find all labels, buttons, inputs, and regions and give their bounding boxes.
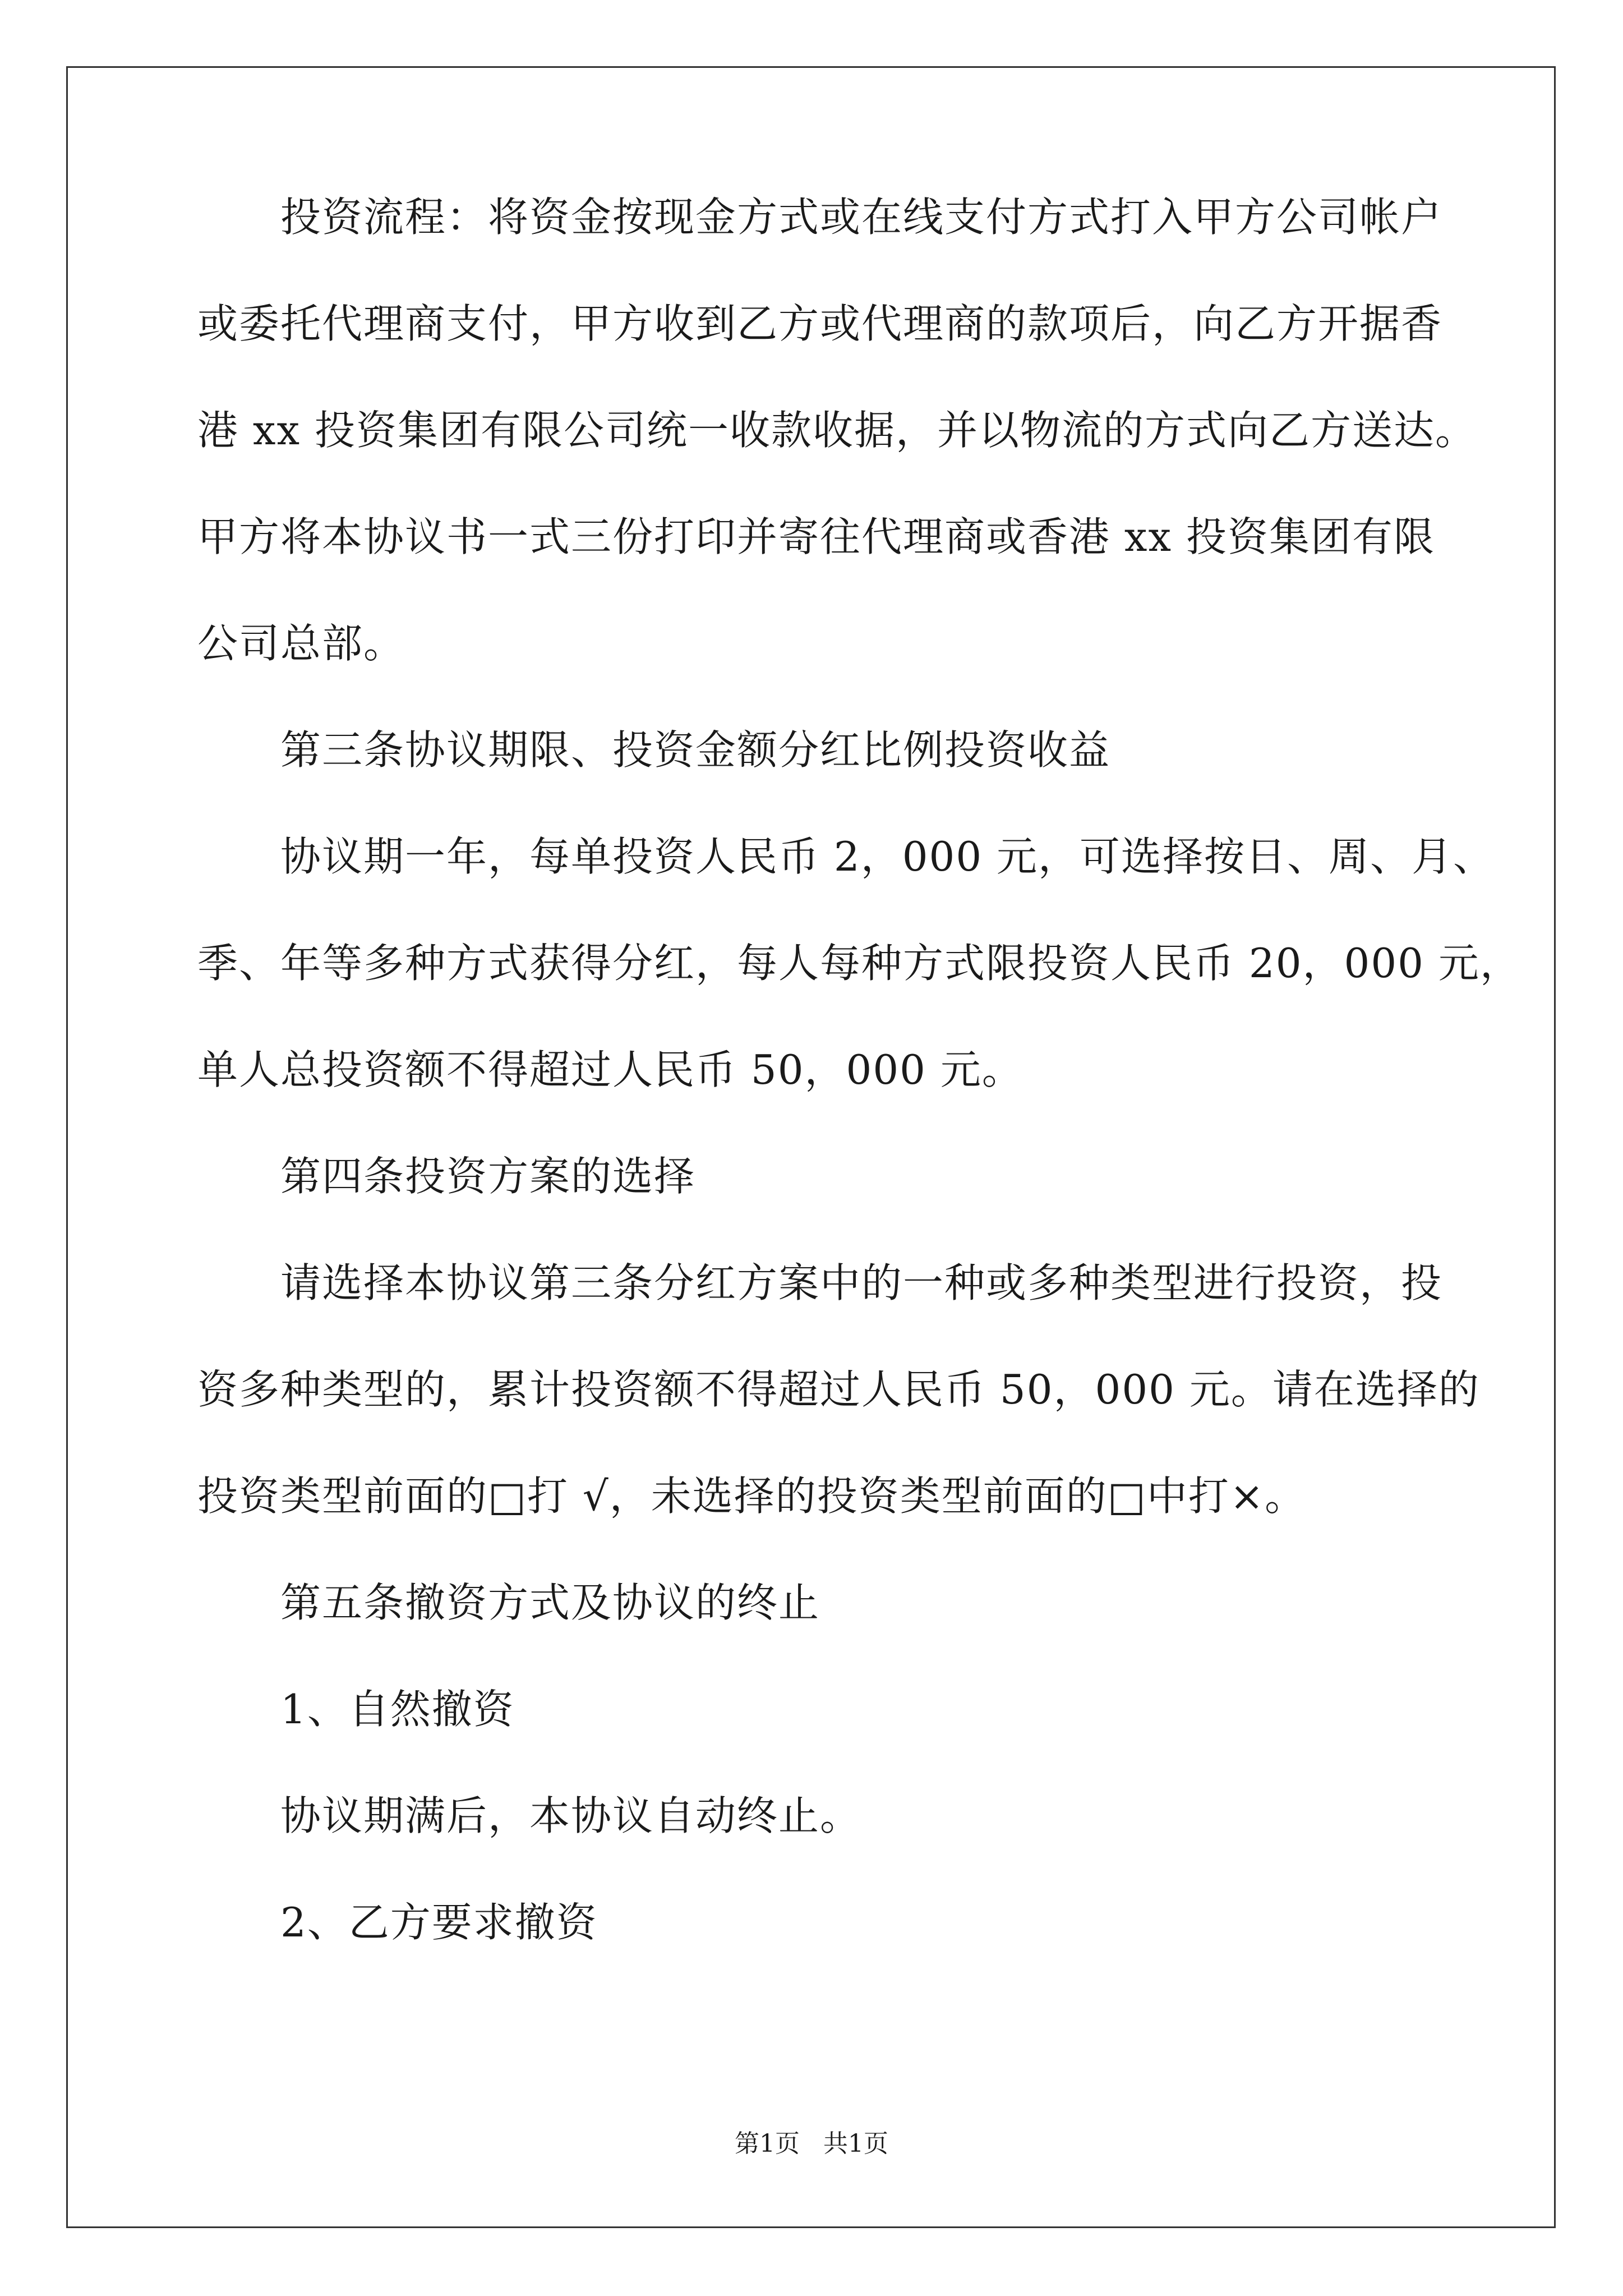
text-line: 第四条投资方案的选择 <box>280 1153 696 1200</box>
text-line: 季、年等多种方式获得分红，每人每种方式限投资人民币 20，000 元， <box>197 940 1521 987</box>
text-line: 协议期满后，本协议自动终止。 <box>280 1792 862 1839</box>
text-line: 协议期一年，每单投资人民币 2，000 元，可选择按日、周、月、 <box>280 833 1495 880</box>
item-party-b-withdrawal <box>197 1896 1465 1949</box>
heading-article-4 <box>197 1150 1465 1203</box>
text-line: 单人总投资额不得超过人民币 50，000 元。 <box>197 1046 1023 1093</box>
paragraph-auto-termination <box>197 1789 1465 1842</box>
text-line: 公司总部。 <box>197 620 405 667</box>
document-body <box>197 191 1521 2003</box>
page-number-current: 第1页 <box>735 2129 800 2158</box>
text-line: 投资流程：将资金按现金方式或在线支付方式打入甲方公司帐户 <box>280 194 1443 241</box>
text-line: 请选择本协议第三条分红方案中的一种或多种类型进行投资，投 <box>280 1259 1443 1306</box>
page-footer <box>0 2129 1623 2159</box>
text-line: 第三条协议期限、投资金额分红比例投资收益 <box>280 726 1111 774</box>
paragraph-plan-selection <box>197 1257 1480 1522</box>
text-line: 甲方将本协议书一式三份打印并寄往代理商或香港 xx 投资集团有限 <box>197 513 1435 560</box>
paragraph-investment-process <box>197 191 1477 670</box>
text-line: 港 xx 投资集团有限公司统一收款收据，并以物流的方式向乙方送达。 <box>197 407 1477 454</box>
heading-article-3 <box>197 724 1465 776</box>
paragraph-term-amount <box>197 830 1521 1096</box>
text-line: 2、乙方要求撤资 <box>280 1899 598 1946</box>
item-natural-withdrawal <box>197 1683 1465 1736</box>
heading-article-5 <box>197 1576 1465 1629</box>
text-line: 投资类型前面的□打 √，未选择的投资类型前面的□中打×。 <box>197 1473 1307 1520</box>
page-number-total: 共1页 <box>823 2129 888 2158</box>
text-line: 1、自然撤资 <box>280 1686 515 1733</box>
text-line: 资多种类型的，累计投资额不得超过人民币 50，000 元。请在选择的 <box>197 1366 1480 1413</box>
text-line: 或委托代理商支付，甲方收到乙方或代理商的款项后，向乙方开据香 <box>197 300 1443 347</box>
text-line: 第五条撤资方式及协议的终止 <box>280 1579 820 1626</box>
